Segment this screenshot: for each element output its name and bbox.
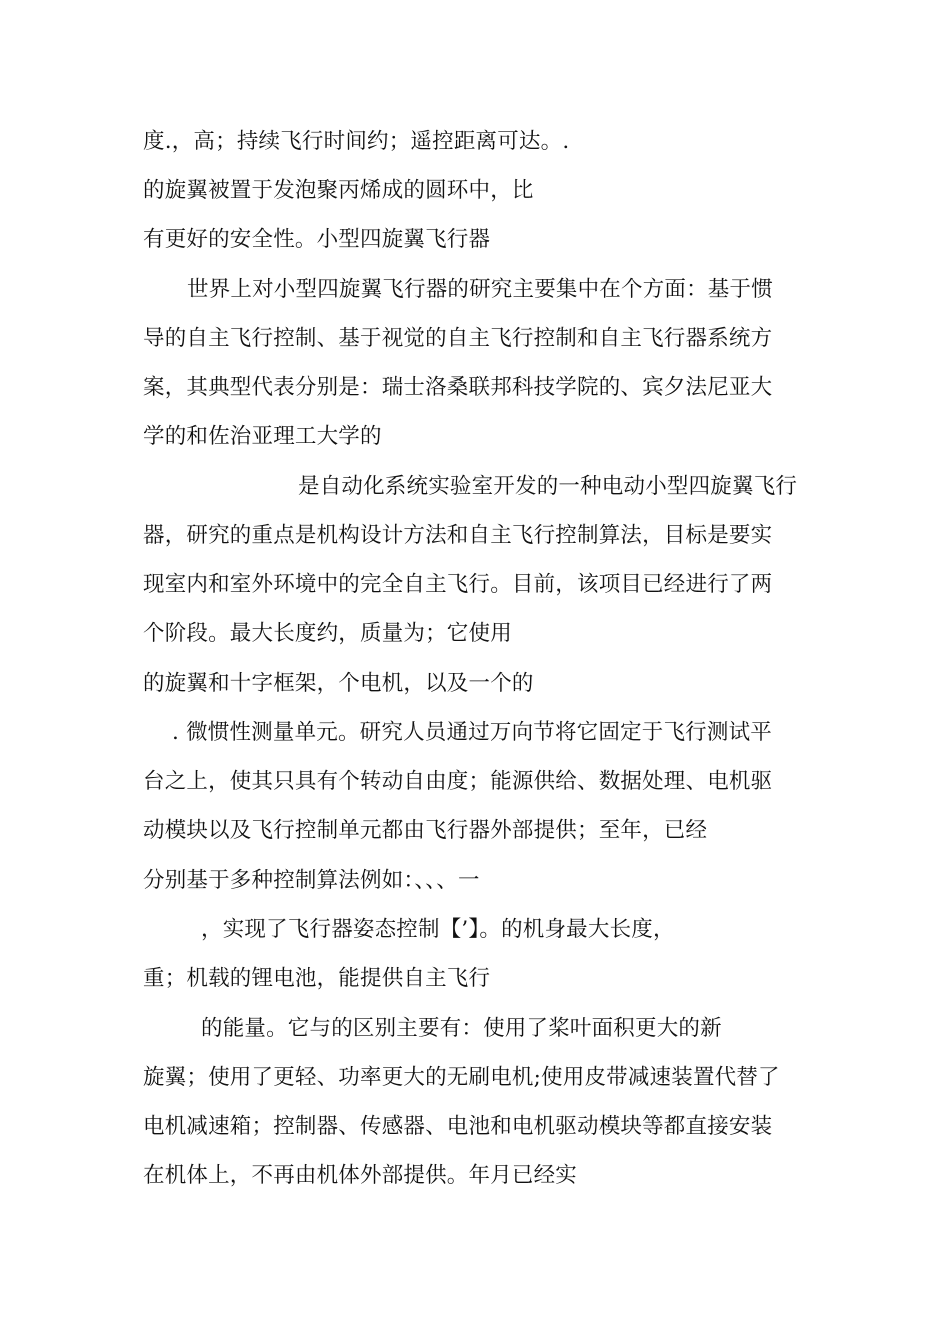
text-line: 案，其典型代表分别是：瑞士洛桑联邦科技学院的、宾夕法尼亚大 bbox=[143, 375, 773, 400]
text-line: 在机体上，不再由机体外部提供。年月已经实 bbox=[143, 1163, 578, 1188]
text-line: 度.，高；持续飞行时间约；遥控距离可达。. bbox=[143, 129, 570, 154]
text-line: 的旋翼和十字框架，个电机，以及一个的 bbox=[143, 671, 534, 696]
text-line: 器，研究的重点是机构设计方法和自主飞行控制算法，目标是要实 bbox=[143, 523, 773, 548]
text-line: 台之上，使其只具有个转动自由度；能源供给、数据处理、电机驱 bbox=[143, 769, 773, 794]
text-line: 动模块以及飞行控制单元都由飞行器外部提供；至年，已经 bbox=[143, 818, 708, 843]
text-line: . 微惯性测量单元。研究人员通过万向节将它固定于飞行测试平 bbox=[172, 720, 772, 745]
text-line: 重；机载的锂电池，能提供自主飞行 bbox=[143, 966, 491, 991]
text-line: 分别基于多种控制算法例如：、、、一 bbox=[143, 868, 480, 893]
text-line: 导的自主飞行控制、基于视觉的自主飞行控制和自主飞行器系统方 bbox=[143, 326, 773, 351]
paragraph-first-line: 世界上对小型四旋翼飞行器的研究主要集中在个方面：基于惯 bbox=[187, 277, 773, 302]
paragraph-first-line: 是自动化系统实验室开发的一种电动小型四旋翼飞行 bbox=[298, 474, 798, 499]
text-line: 电机减速箱；控制器、传感器、电池和电机驱动模块等都直接安装 bbox=[143, 1114, 773, 1139]
text-line: 现室内和室外环境中的完全自主飞行。目前，该项目已经进行了两 bbox=[143, 572, 773, 597]
text-line: 个阶段。最大长度约，质量为；它使用 bbox=[143, 621, 512, 646]
text-line: ，实现了飞行器姿态控制【’】。的机身最大长度， bbox=[201, 917, 675, 942]
text-line: 有更好的安全性。小型四旋翼飞行器 bbox=[143, 227, 491, 252]
text-line: 旋翼；使用了更轻、功率更大的无刷电机;使用皮带减速装置代替了 bbox=[143, 1065, 780, 1090]
text-line: 的旋翼被置于发泡聚丙烯成的圆环中，比 bbox=[143, 178, 534, 203]
text-line: 的能量。它与的区别主要有：使用了桨叶面积更大的新 bbox=[201, 1016, 722, 1041]
text-line: 学的和佐治亚理工大学的 bbox=[143, 424, 382, 449]
